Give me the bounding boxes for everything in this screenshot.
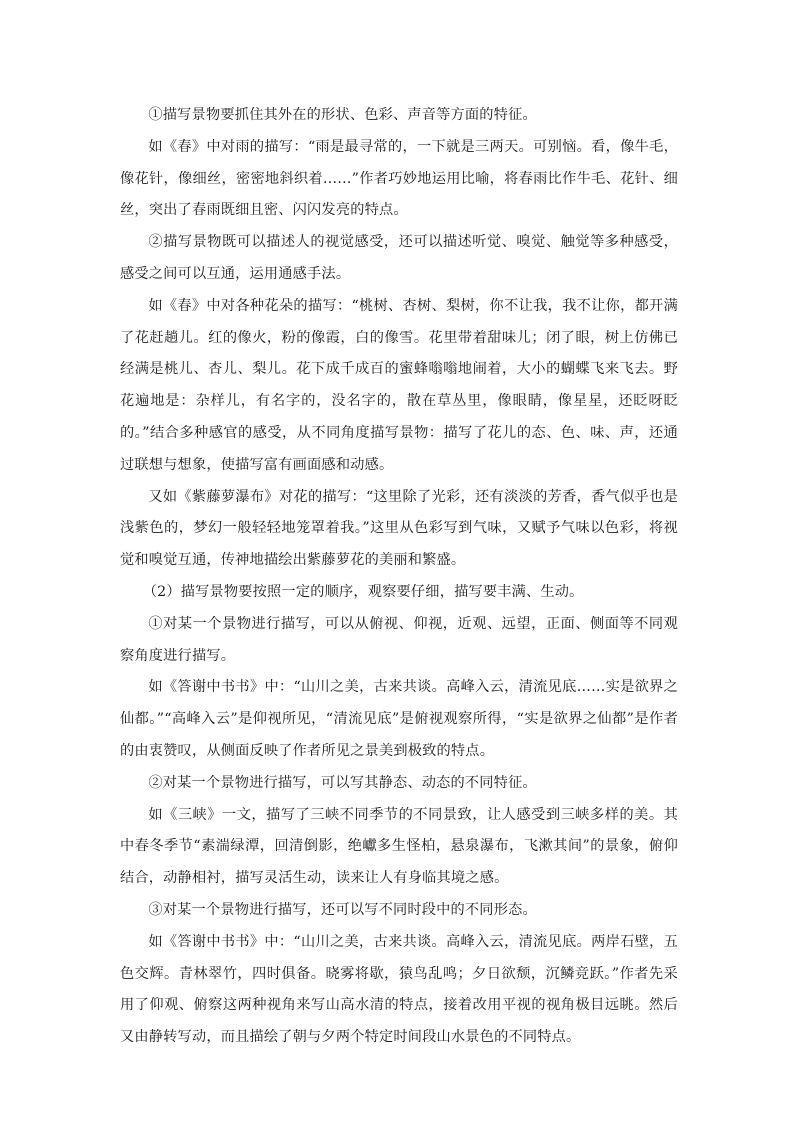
paragraph-3: ②描写景物既可以描述人的视觉感受，还可以描述听觉、嗅觉、触觉等多种感受，感受之间可以互通，运用通感手法。 [120, 234, 678, 282]
paragraph-11: ③对某一个景物进行描写，还可以写不同时段中的不同形态。 [148, 901, 537, 918]
paragraph-1: ①描写景物要抓住其外在的形状、色彩、声音等方面的特征。 [148, 107, 537, 123]
paragraph-8: 如《答谢中书书》中：“山川之美，古来共谈。高峰入云，清流见底……实是欲界之仙都。”“高峰入云”是仰视所见，“清流见底”是俯视观察所得，“实是欲界之仙都”是作者的由衷赞叹，从侧面反映了作者所见之景美到极致的特点。 [120, 679, 678, 759]
paragraph-4: 如《春》中对各种花朵的描写：“桃树、杏树、梨树，你不让我，我不让你，都开满了花赶趟儿。红的像火，粉的像霞，白的像雪。花里带着甜味儿；闭了眼，树上仿佛已经满是桃儿、杏儿、梨儿。花下成千成百的蜜蜂嗡嗡地闹着，大小的蝴蝶飞来飞去。野花遍地是：杂样儿，有名字的，没名字的，散在草丛里，像眼睛，像星星，还眨呀眨的。”结合多种感官的感受，从不同角度描写景物：描写了花儿的态、色、味、声，还通过联想与想象，使描写富有画面感和动感。 [120, 297, 678, 473]
paragraph-10: 如《三峡》一文，描写了三峡不同季节的不同景致，让人感受到三峡多样的美。其中春冬季节“素湍绿潭，回清倒影，绝巘多生怪柏，悬泉瀑布，飞漱其间”的景象，俯仰结合，动静相衬，描写灵活生动，读来让人有身临其境之感。 [120, 806, 678, 887]
paragraph-7: ①对某一个景物进行描写，可以从俯视、仰视，近观、远望，正面、侧面等不同观察角度进行描写。 [120, 615, 678, 664]
document-body [120, 100, 678, 1054]
paragraph-5: 又如《紫藤萝瀑布》对花的描写：“这里除了光彩，还有淡淡的芳香，香气似乎也是浅紫色的，梦幻一般轻轻地笼罩着我。”这里从色彩写到气味，又赋予气味以色彩，将视觉和嗅觉互通，传神地描绘出紫藤萝花的美丽和繁盛。 [120, 488, 678, 569]
paragraph-9: ②对某一个景物进行描写，可以写其静态、动态的不同特征。 [148, 774, 537, 791]
paragraph-2: 如《春》中对雨的描写：“雨是最寻常的，一下就是三两天。可别恼。看，像牛毛，像花针，像细丝，密密地斜织着……”作者巧妙地运用比喻，将春雨比作牛毛、花针、细丝，突出了春雨既细且密、闪闪发亮的特点。 [120, 138, 678, 219]
paragraph-6: （2）描写景物要按照一定的顺序，观察要仔细，描写要丰满、生动。 [142, 583, 584, 600]
paragraph-12: 如《答谢中书书》中：“山川之美，古来共谈。高峰入云，清流见底。两岸石壁，五色交辉。青林翠竹，四时俱备。晓雾将歇，猿鸟乱鸣；夕日欲颓，沉鳞竞跃。”作者先采用了仰观、俯察这两种视角来写山高水清的特点，接着改用平视的视角极目远眺。然后又由静转写动，而且描绘了朝与夕两个特定时间段山水景色的不同特点。 [120, 933, 678, 1046]
